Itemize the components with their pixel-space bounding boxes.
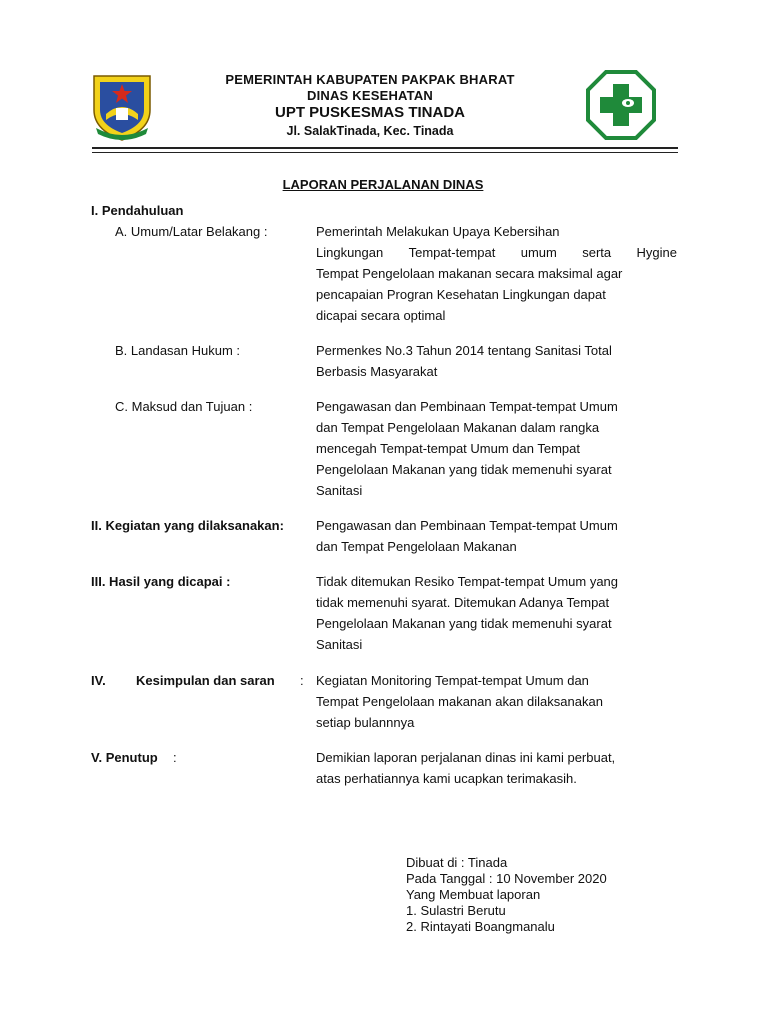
regency-emblem-icon: [86, 70, 158, 142]
section-2-line: Pengawasan dan Pembinaan Tempat-tempat Umum: [316, 518, 618, 533]
section-1b-label: B. Landasan Hukum :: [115, 343, 241, 358]
section-4-line: Kegiatan Monitoring Tempat-tempat Umum dan: [316, 673, 589, 688]
section-1a-line: Tempat Pengelolaan makanan secara maksimal agar: [316, 266, 623, 281]
justified-word: Lingkungan: [316, 245, 384, 260]
signature-place: Dibuat di : Tinada: [406, 855, 508, 870]
section-5-line: Demikian laporan perjalanan dinas ini kami perbuat,: [316, 750, 616, 765]
section-1c-line: dan Tempat Pengelolaan Makanan dalam rangka: [316, 420, 600, 435]
header-rule-thick: [92, 147, 678, 149]
section-3-label: III. Hasil yang dicapai :: [91, 574, 231, 589]
section-1a-line: pencapaian Progran Kesehatan Lingkungan dapat: [316, 287, 606, 302]
section-1c-label: C. Maksud dan Tujuan :: [115, 399, 253, 414]
section-5-label: V. Penutup: [91, 750, 158, 765]
section-1b-line: Berbasis Masyarakat: [316, 364, 438, 379]
section-3-line: Sanitasi: [316, 637, 363, 652]
section-1c-line: Sanitasi: [316, 483, 363, 498]
section-5-colon: :: [173, 750, 177, 765]
section-1c-line: Pengawasan dan Pembinaan Tempat-tempat Umum: [316, 399, 618, 414]
header-department: DINAS KESEHATAN: [306, 88, 434, 103]
header-address: Jl. SalakTinada, Kec. Tinada: [286, 124, 454, 138]
section-3-line: tidak memenuhi syarat. Ditemukan Adanya Tempat: [316, 595, 610, 610]
section-4-number: IV.: [91, 673, 106, 688]
justified-word: Hygine: [636, 245, 677, 260]
section-1b-line: Permenkes No.3 Tahun 2014 tentang Sanitasi Total: [316, 343, 612, 358]
signature-author-label: Yang Membuat laporan: [406, 887, 541, 902]
section-2-line: dan Tempat Pengelolaan Makanan: [316, 539, 517, 554]
document-title: LAPORAN PERJALANAN DINAS: [282, 177, 484, 192]
justified-word: Tempat-tempat: [408, 245, 496, 260]
section-1a-line: dicapai secara optimal: [316, 308, 446, 323]
section-2-label: II. Kegiatan yang dilaksanakan:: [91, 518, 284, 533]
justified-word: umum: [520, 245, 557, 260]
header-institution: UPT PUSKESMAS TINADA: [274, 104, 465, 121]
header-government: PEMERINTAH KABUPATEN PAKPAK BHARAT: [225, 72, 515, 87]
section-4-line: setiap bulannnya: [316, 715, 415, 730]
header-rule-thin: [92, 152, 678, 153]
puskesmas-cross-icon: [586, 70, 656, 140]
section-1a-line: Pemerintah Melakukan Upaya Kebersihan: [316, 224, 560, 239]
section-1-heading: I. Pendahuluan: [91, 203, 184, 218]
signature-name-2: 2. Rintayati Boangmanalu: [406, 919, 555, 934]
section-1c-line: Pengelolaan Makanan yang tidak memenuhi syarat: [316, 462, 612, 477]
signature-name-1: 1. Sulastri Berutu: [406, 903, 506, 918]
section-4-label: Kesimpulan dan saran: [136, 673, 275, 688]
signature-date: Pada Tanggal : 10 November 2020: [406, 871, 607, 886]
section-4-line: Tempat Pengelolaan makanan akan dilaksanakan: [316, 694, 603, 709]
section-1a-label: A. Umum/Latar Belakang :: [115, 224, 268, 239]
section-4-colon: :: [300, 673, 304, 688]
justified-word: serta: [582, 245, 612, 260]
section-1c-line: mencegah Tempat-tempat Umum dan Tempat: [316, 441, 580, 456]
section-1a-line-justified: [316, 245, 677, 260]
section-3-line: Pengelolaan Makanan yang tidak memenuhi syarat: [316, 616, 612, 631]
section-3-line: Tidak ditemukan Resiko Tempat-tempat Umum yang: [316, 574, 619, 589]
section-5-line: atas perhatiannya kami ucapkan terimakasih.: [316, 771, 577, 786]
